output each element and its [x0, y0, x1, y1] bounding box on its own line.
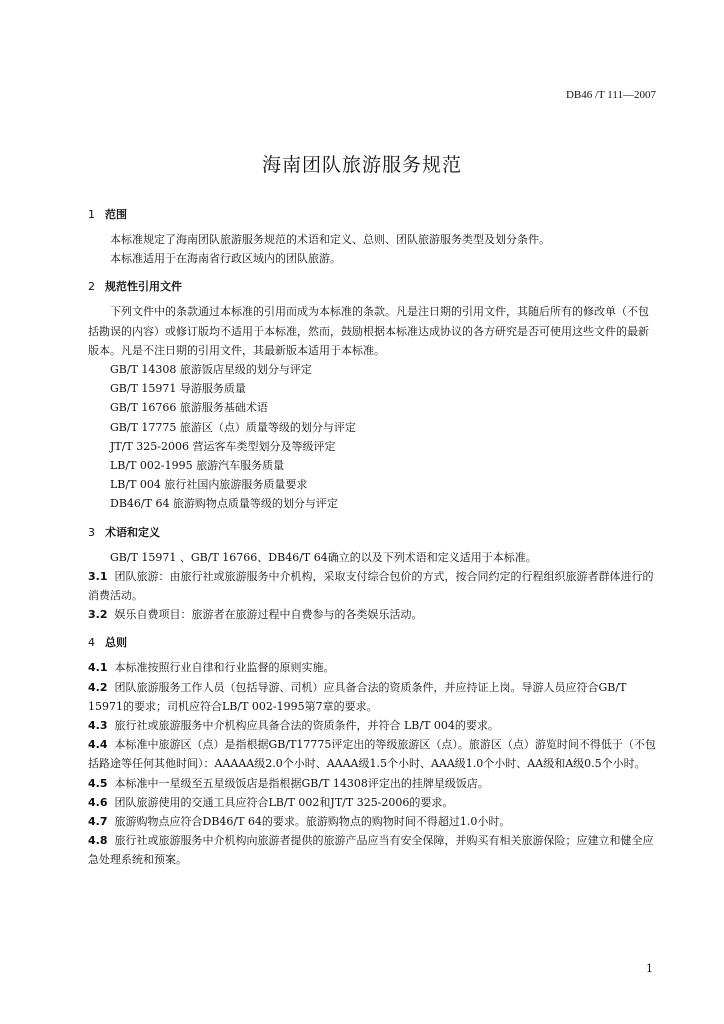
reference-item: DB46/T 64 旅游购物点质量等级的划分与评定 — [110, 497, 338, 511]
section-title: 范围 — [105, 208, 127, 221]
reference-item: GB/T 14308 旅游饭店星级的划分与评定 — [110, 363, 312, 377]
clause-item: 4.7 旅游购物点应符合DB46/T 64的要求。旅游购物点的购物时间不得超过1.0小时。 — [88, 815, 511, 829]
document-body — [88, 206, 656, 870]
section-3-heading — [88, 524, 656, 540]
paragraph: 本标准规定了海南团队旅游服务规范的术语和定义、总则、团队旅游服务类型及划分条件。 — [110, 233, 550, 246]
reference-item: GB/T 17775 旅游区（点）质量等级的划分与评定 — [110, 420, 356, 434]
paragraph: 本标准适用于在海南省行政区域内的团队旅游。 — [110, 252, 341, 266]
clause-item: 4.2 团队旅游服务工作人员（包括导游、司机）应具备合法的资质条件，并应持证上岗。导游人员应符合GB/T 15971的要求；司机应符合LB/T 002-1995第7章的要求。 — [88, 680, 627, 713]
clause-item: 4.1 本标准按照行业自律和行业监督的原则实施。 — [88, 661, 335, 675]
section-4-heading — [88, 634, 656, 650]
paragraph: 下列文件中的条款通过本标准的引用而成为本标准的条款。凡是注日期的引用文件，其随后所有的修改单（不包括勘误的内容）或修订版均不适用于本标准，然而，鼓励根据本标准达成协议的各方研究是否可使用这些文件的最新版本。凡是不注日期的引用文件，其最新版本适用于本标准。 — [88, 305, 649, 357]
page-number: 1 — [646, 962, 653, 975]
reference-item: GB/T 15971 导游服务质量 — [110, 382, 246, 396]
clause-item: 3.1 团队旅游：由旅行社或旅游服务中介机构，采取支付综合包价的方式，按合同约定的行程组织旅游者群体进行的消费活动。 — [88, 569, 654, 603]
section-2-heading — [88, 278, 656, 294]
clause-item: 4.8 旅行社或旅游服务中介机构向旅游者提供的旅游产品应当有安全保障，并购买有相关旅游保险；应建立和健全应急处理系统和预案。 — [88, 834, 654, 867]
clause-item: 4.5 本标准中一星级至五星级饭店是指根据GB/T 14308评定出的挂牌星级饭店。 — [88, 776, 489, 790]
section-number: 2 — [88, 280, 95, 294]
paragraph: GB/T 15971 、GB/T 16766、DB46/T 64确立的以及下列术语和定义适用于本标准。 — [110, 550, 537, 564]
document-title: 海南团队旅游服务规范 — [261, 154, 462, 176]
standard-code: DB46 /T 111—2007 — [565, 89, 656, 101]
reference-item: LB/T 002-1995 旅游汽车服务质量 — [110, 459, 285, 473]
section-title: 规范性引用文件 — [105, 280, 182, 294]
reference-item: LB/T 004 旅行社国内旅游服务质量要求 — [110, 478, 308, 492]
clause-item: 4.4 本标准中旅游区（点）是指根据GB/T17775评定出的等级旅游区（点）。旅游区（点）游览时间不得低于（不包括路途等任何其他时间）：AAAAA级2.0个小时、AAAA级1.5个小时、AAA级1.0个小时、AA级和A级0.5个小时。 — [88, 738, 656, 771]
section-title: 术语和定义 — [105, 525, 160, 539]
section-title: 总则 — [105, 636, 127, 650]
clause-item: 4.3 旅行社或旅游服务中介机构应具备合法的资质条件，并符合 LB/T 004的要求。 — [88, 719, 499, 733]
section-number: 3 — [88, 525, 95, 539]
section-number: 4 — [88, 636, 95, 650]
section-number: 1 — [88, 208, 95, 221]
reference-item: JT/T 325-2006 营运客车类型划分及等级评定 — [110, 439, 336, 453]
reference-item: GB/T 16766 旅游服务基础术语 — [110, 401, 268, 415]
clause-item: 4.6 团队旅游使用的交通工具应符合LB/T 002和JT/T 325-2006的要求。 — [88, 795, 454, 809]
clause-item: 3.2 娱乐自费项目：旅游者在旅游过程中自费参与的各类娱乐活动。 — [88, 608, 423, 622]
section-1-heading — [88, 206, 656, 222]
